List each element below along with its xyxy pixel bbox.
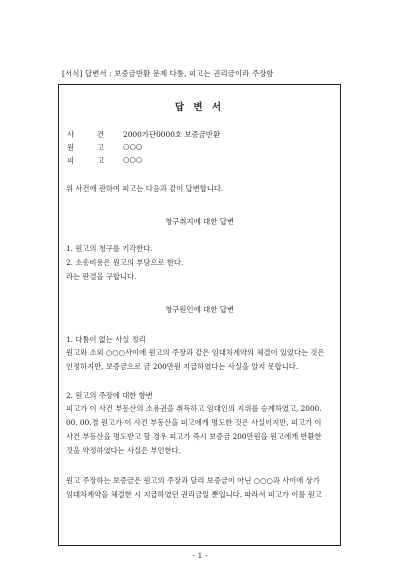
plaintiff-value: ○○○ — [123, 142, 143, 151]
section-1-line: 인정하지만, 보증금으로 금 200만원 지급하였다는 사실을 알지 못합니다. — [66, 362, 299, 371]
cause-heading: 청구원인에 대한 답변 — [165, 305, 234, 314]
section-2-line: 피고가 이 사건 부동산의 소유권을 취득하고 임대인의 지위를 승계하였고, 2000. — [66, 404, 322, 413]
document-title: 답 변 서 — [174, 102, 225, 113]
defendant-label-b: 고 — [97, 156, 105, 165]
page-number: - 1 - — [192, 551, 208, 560]
section-2-line: 사건 부동산을 명도받고 할 경우 피고가 즉시 보증금 200만원을 원고에게 반환한 — [66, 432, 322, 441]
plaintiff-label-a: 원 — [67, 143, 75, 152]
section-1-line: 원고와 소외 ○○○사이에 원고의 주장과 같은 임대차계약의 체결이 있었다는 것은 — [66, 348, 325, 357]
case-value: 2000가단0000호 보증금반환 — [123, 130, 221, 139]
claim-item-1: 1. 원고의 청구를 기각한다. — [66, 244, 153, 253]
defendant-label-a: 피 — [67, 156, 75, 165]
answer-document — [58, 84, 341, 546]
section-2-title: 2. 원고의 주장에 대한 항변 — [66, 391, 153, 400]
case-label-b: 건 — [97, 130, 105, 139]
document-header: [서식] 답변서 : 보증금반환 문제 다툼, 피고는 권리금이라 주장함 — [62, 69, 274, 78]
plaintiff-row — [67, 142, 143, 153]
case-label-a: 사 — [67, 130, 75, 139]
section-3-line: 임대차계약을 체결한 시 지급하였던 권리금일 뿐입니다. 따라서 피고가 이를 원고 — [66, 490, 322, 499]
section-3-line: 원고 주장하는 보증금은 원고의 주장과 달리 보증금이 아닌 ○○○과 사이에 상가 — [66, 476, 320, 485]
intro-text: 위 사건에 관하여 피고는 다음과 같이 답변합니다. — [66, 184, 224, 193]
claim-heading: 청구취지에 대한 답변 — [165, 217, 234, 226]
defendant-value: ○○○ — [123, 155, 143, 164]
claim-closing: 라는 판결을 구합니다. — [66, 272, 137, 281]
section-1-title: 1. 다툼이 없는 사실 정리 — [66, 335, 146, 344]
section-2-line: 것을 약정하였다는 사실은 부인한다. — [66, 446, 182, 455]
defendant-row — [67, 155, 143, 166]
claim-item-2: 2. 소송비용은 원고의 부담으로 한다. — [66, 258, 184, 267]
plaintiff-label-b: 고 — [97, 143, 105, 152]
case-row — [67, 129, 221, 140]
section-2-line: 00. 00.경 원고가 이 사건 부동산을 피고에게 명도한 것은 사실이지만, 피고가 이 — [66, 418, 322, 427]
